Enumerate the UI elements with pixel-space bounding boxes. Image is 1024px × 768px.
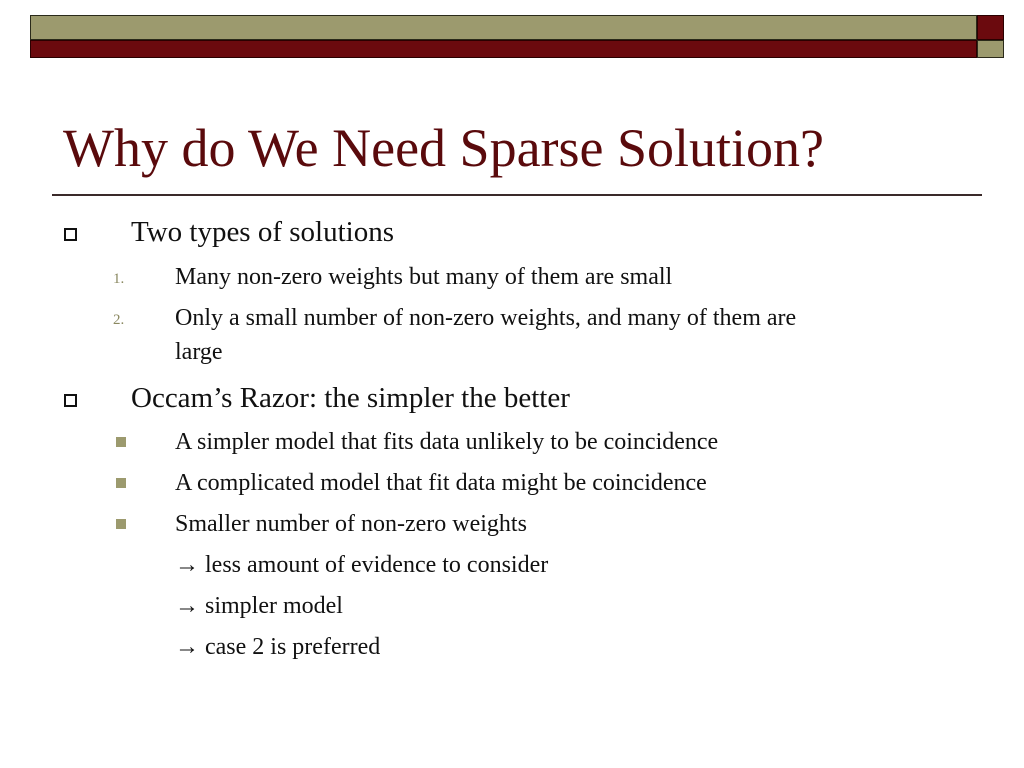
section-heading: Two types of solutions (131, 216, 394, 248)
arrow-right-icon: → (175, 634, 199, 660)
list-item: Only a small number of non-zero weights, and many of them are (175, 305, 797, 331)
arrow-line (175, 630, 380, 664)
arrow-line-text: simpler model (205, 593, 343, 619)
arrow-line (175, 589, 343, 623)
section-heading: Occam’s Razor: the simpler the better (131, 382, 570, 414)
list-item-continuation: large (175, 339, 223, 365)
hollow-square-bullet-icon (64, 228, 77, 241)
list-number: 2. (113, 312, 125, 328)
arrow-line-text: case 2 is preferred (205, 634, 381, 660)
arrow-line (175, 548, 548, 582)
list-item: Smaller number of non-zero weights (175, 511, 527, 537)
square-bullet-icon (116, 437, 126, 447)
slide-title: Why do We Need Sparse Solution? (63, 118, 825, 178)
square-bullet-icon (116, 478, 126, 488)
square-bullet-icon (116, 519, 126, 529)
list-item: A complicated model that fit data might be coincidence (175, 470, 707, 496)
list-number: 1. (113, 271, 125, 287)
hollow-square-bullet-icon (64, 394, 77, 407)
arrow-right-icon: → (175, 552, 199, 578)
arrow-right-icon: → (175, 593, 199, 619)
list-item: Many non-zero weights but many of them are small (175, 264, 673, 290)
list-item: A simpler model that fits data unlikely to be coincidence (175, 429, 719, 455)
arrow-line-text: less amount of evidence to consider (205, 552, 549, 578)
